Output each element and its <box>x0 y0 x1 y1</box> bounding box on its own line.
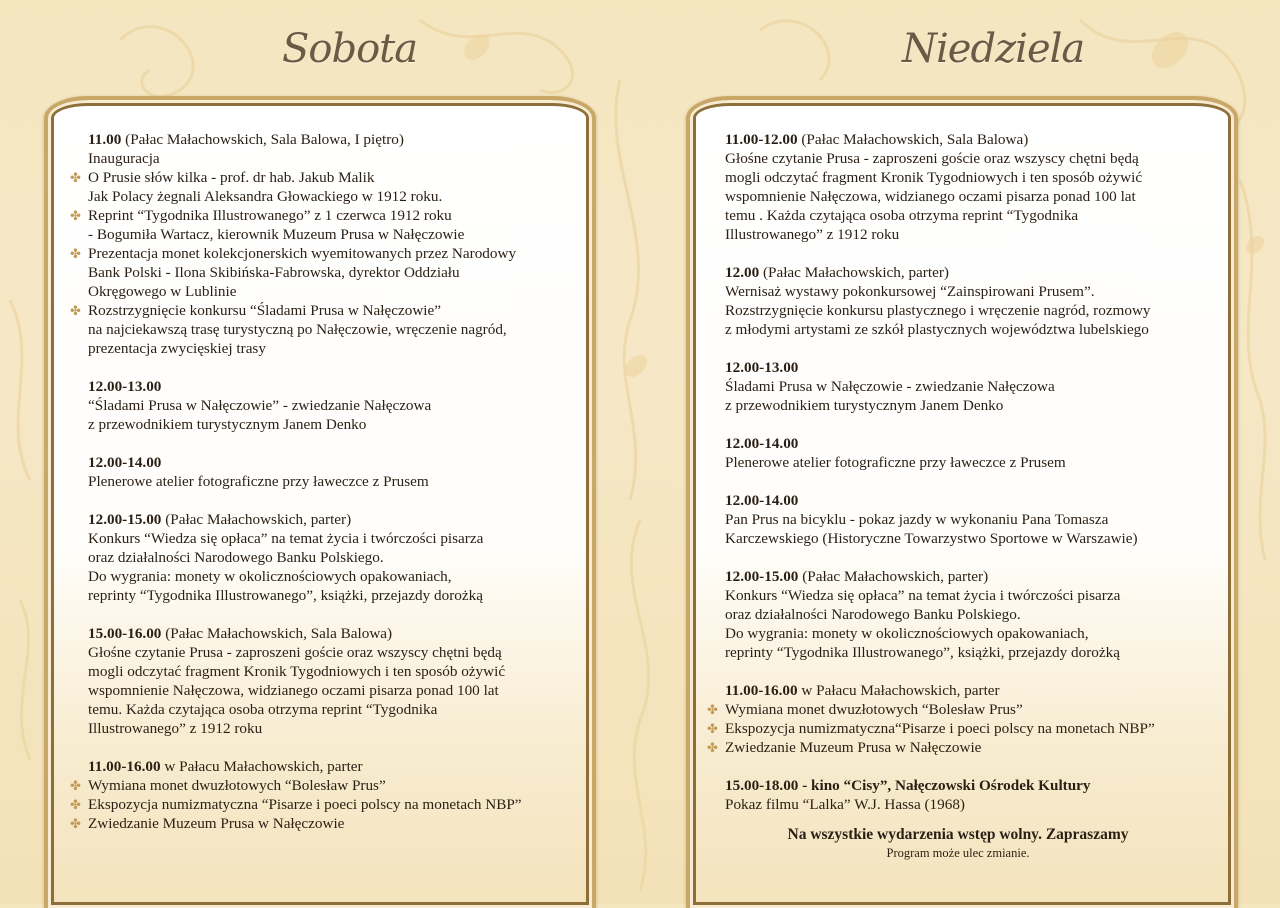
event-text-line <box>88 586 572 605</box>
event-time: 12.00-13.00 <box>725 359 799 376</box>
event-text: Jak Polacy żegnali Aleksandra Głowackiego w 1912 roku. <box>88 188 443 205</box>
event-text: (Pałac Małachowskich, Sala Balowa) <box>797 131 1029 148</box>
event-text: Inauguracja <box>88 150 160 167</box>
event-text: oraz działalności Narodowego Banku Polskiego. <box>725 606 1021 623</box>
event-time: 12.00-14.00 <box>725 492 799 509</box>
event-text: Illustrowanego” z 1912 roku <box>725 226 900 243</box>
event-text-line <box>725 377 1215 396</box>
event-text: Reprint “Tygodnika Illustrowanego” z 1 czerwca 1912 roku <box>88 207 452 224</box>
event-text-line <box>88 567 572 586</box>
event-text-line <box>725 624 1215 643</box>
event-text-line <box>725 187 1215 206</box>
event-text: O Prusie słów kilka - prof. dr hab. Jakub Malik <box>88 169 375 186</box>
event-text: temu . Każda czytająca osoba otrzyma reprint “Tygodnika <box>725 207 1079 224</box>
event-text-line <box>725 225 1215 244</box>
event-time-row <box>88 377 572 396</box>
event-time: 15.00-18.00 - kino “Cisy”, Nałęczowski Ośrodek Kultury <box>725 777 1091 794</box>
event-text-line <box>88 719 572 738</box>
event-text-line <box>725 510 1215 529</box>
event-text: “Śladami Prusa w Nałęczowie” - zwiedzanie Nałęczowa <box>88 397 432 414</box>
event-time: 12.00-15.00 <box>725 568 799 585</box>
day-title-sunday: Niedziela <box>902 26 1085 72</box>
event-time-row <box>88 453 572 472</box>
bullet-item <box>88 814 572 833</box>
event-text-line <box>88 396 572 415</box>
event-time-row <box>725 263 1215 282</box>
bullet-item <box>88 244 572 263</box>
bullet-item <box>725 700 1215 719</box>
event-text: Głośne czytanie Prusa - zaproszeni goście oraz wszyscy chętni będą <box>88 644 502 661</box>
program-footer <box>686 825 1230 861</box>
event-text-line <box>88 282 572 301</box>
event-time: 11.00 <box>88 131 122 148</box>
event-text: na najciekawszą trasę turystyczną po Nałęczowie, wręczenie nagród, <box>88 321 507 338</box>
event-text-line <box>88 263 572 282</box>
event-text-line <box>725 168 1215 187</box>
event-time: 12.00 <box>725 264 760 281</box>
event-text: Konkurs “Wiedza się opłaca” na temat życia i twórczości pisarza <box>725 587 1121 604</box>
event-time-row <box>88 130 572 149</box>
event-text-line <box>725 795 1215 814</box>
spacer <box>88 605 572 624</box>
event-text: Konkurs “Wiedza się opłaca” na temat życia i twórczości pisarza <box>88 530 484 547</box>
event-text-line <box>88 187 572 206</box>
event-text-line <box>725 643 1215 662</box>
day-title-saturday: Sobota <box>282 26 418 72</box>
event-text-line <box>725 206 1215 225</box>
event-text: reprinty “Tygodnika Illustrowanego”, książki, przejazdy dorożką <box>725 644 1120 661</box>
event-text: Plenerowe atelier fotograficzne przy ławeczce z Prusem <box>725 454 1066 471</box>
event-text: Wernisaż wystawy pokonkursowej “Zainspirowani Prusem”. <box>725 283 1095 300</box>
bullet-item <box>88 206 572 225</box>
event-text-line <box>88 529 572 548</box>
event-text: w Pałacu Małachowskich, parter <box>797 682 1000 699</box>
event-text-line <box>88 643 572 662</box>
event-text: prezentacja zwycięskiej trasy <box>88 340 266 357</box>
event-text: w Pałacu Małachowskich, parter <box>160 758 363 775</box>
event-text-line <box>88 225 572 244</box>
event-text-line <box>88 320 572 339</box>
bullet-item <box>725 738 1215 757</box>
event-text-line <box>88 339 572 358</box>
event-text-line <box>88 548 572 567</box>
event-time-row <box>88 510 572 529</box>
event-text: Rozstrzygnięcie konkursu “Śladami Prusa w Nałęczowie” <box>88 302 441 319</box>
event-time: 15.00-16.00 <box>88 625 162 642</box>
event-text: z młodymi artystami ze szkół plastycznych województwa lubelskiego <box>725 321 1149 338</box>
event-text: oraz działalności Narodowego Banku Polskiego. <box>88 549 384 566</box>
event-text: z przewodnikiem turystycznym Janem Denko <box>88 416 367 433</box>
event-text: Ekspozycja numizmatyczna“Pisarze i poeci polscy na monetach NBP” <box>725 720 1155 737</box>
saturday-program-list <box>88 130 572 833</box>
event-text: Wymiana monet dwuzłotowych “Bolesław Prus” <box>88 777 386 794</box>
event-text: Ekspozycja numizmatyczna “Pisarze i poeci polscy na monetach NBP” <box>88 796 522 813</box>
event-text: Okręgowego w Lublinie <box>88 283 237 300</box>
event-time: 12.00-14.00 <box>725 435 799 452</box>
event-text: reprinty “Tygodnika Illustrowanego”, książki, przejazdy dorożką <box>88 587 483 604</box>
event-text: mogli odczytać fragment Kronik Tygodniowych i ten sposób ożywić <box>88 663 506 680</box>
event-text-line <box>725 149 1215 168</box>
event-text: Rozstrzygnięcie konkursu plastycznego i wręczenie nagród, rozmowy <box>725 302 1151 319</box>
event-text-line <box>88 700 572 719</box>
event-text: Zwiedzanie Muzeum Prusa w Nałęczowie <box>725 739 982 756</box>
event-text-line <box>725 282 1215 301</box>
spacer <box>88 434 572 453</box>
event-text: (Pałac Małachowskich, parter) <box>798 568 989 585</box>
event-text: Prezentacja monet kolekcjonerskich wyemitowanych przez Narodowy <box>88 245 517 262</box>
event-time: 11.00-12.00 <box>725 131 798 148</box>
spacer <box>725 472 1215 491</box>
event-text: wspomnienie Nałęczowa, widzianego oczami pisarza ponad 100 lat <box>725 188 1136 205</box>
event-text: Do wygrania: monety w okolicznościowych opakowaniach, <box>725 625 1089 642</box>
event-text-line <box>88 681 572 700</box>
event-text-line <box>725 396 1215 415</box>
bullet-item <box>88 301 572 320</box>
event-text-line <box>88 415 572 434</box>
event-text: (Pałac Małachowskich, parter) <box>759 264 949 281</box>
event-time-row <box>725 434 1215 453</box>
spacer <box>725 548 1215 567</box>
event-time: 12.00-14.00 <box>88 454 162 471</box>
event-text: Zwiedzanie Muzeum Prusa w Nałęczowie <box>88 815 345 832</box>
event-text: Pan Prus na bicyklu - pokaz jazdy w wykonaniu Pana Tomasza <box>725 511 1109 528</box>
spacer <box>725 244 1215 263</box>
spacer <box>88 491 572 510</box>
event-text: Wymiana monet dwuzłotowych “Bolesław Prus” <box>725 701 1023 718</box>
event-time-row <box>725 776 1215 795</box>
event-text: Plenerowe atelier fotograficzne przy ławeczce z Prusem <box>88 473 429 490</box>
sunday-program-list <box>725 130 1215 814</box>
event-time-row <box>725 358 1215 377</box>
event-text: Bank Polski - Ilona Skibińska-Fabrowska, dyrektor Oddziału <box>88 264 460 281</box>
event-time-row <box>725 130 1215 149</box>
event-text: Do wygrania: monety w okolicznościowych opakowaniach, <box>88 568 452 585</box>
spacer <box>725 662 1215 681</box>
event-text: - Bogumiła Wartacz, kierownik Muzeum Prusa w Nałęczowie <box>88 226 465 243</box>
bullet-item <box>88 168 572 187</box>
event-text-line <box>725 529 1215 548</box>
footer-program-note: Program może ulec zmianie. <box>886 846 1030 860</box>
event-time-row <box>725 491 1215 510</box>
event-time: 12.00-15.00 <box>88 511 162 528</box>
event-time: 12.00-13.00 <box>88 378 162 395</box>
spacer <box>725 339 1215 358</box>
event-text: wspomnienie Nałęczowa, widzianego oczami pisarza ponad 100 lat <box>88 682 499 699</box>
bullet-item <box>725 719 1215 738</box>
event-time-row <box>725 567 1215 586</box>
event-text: z przewodnikiem turystycznym Janem Denko <box>725 397 1004 414</box>
event-text: (Pałac Małachowskich, parter) <box>161 511 352 528</box>
event-text-line <box>725 453 1215 472</box>
event-time-row <box>88 757 572 776</box>
event-time-row <box>88 624 572 643</box>
spacer <box>88 358 572 377</box>
event-text: Głośne czytanie Prusa - zaproszeni goście oraz wszyscy chętni będą <box>725 150 1139 167</box>
event-text: Śladami Prusa w Nałęczowie - zwiedzanie Nałęczowa <box>725 378 1055 395</box>
bullet-item <box>88 776 572 795</box>
event-text-line <box>725 320 1215 339</box>
spacer <box>725 757 1215 776</box>
event-text: mogli odczytać fragment Kronik Tygodniowych i ten sposób ożywić <box>725 169 1143 186</box>
event-time-row <box>725 681 1215 700</box>
footer-free-entry: Na wszystkie wydarzenia wstęp wolny. Zapraszamy <box>787 826 1129 843</box>
event-text: (Pałac Małachowskich, Sala Balowa, I piętro) <box>121 131 404 148</box>
event-text: Pokaz filmu “Lalka” W.J. Hassa (1968) <box>725 796 965 813</box>
event-time: 11.00-16.00 <box>88 758 161 775</box>
event-time: 11.00-16.00 <box>725 682 798 699</box>
event-text-line <box>88 472 572 491</box>
event-text: Illustrowanego” z 1912 roku <box>88 720 263 737</box>
event-text-line <box>725 605 1215 624</box>
event-text-line <box>88 149 572 168</box>
event-text-line <box>725 586 1215 605</box>
event-text: Karczewskiego (Historyczne Towarzystwo Sportowe w Warszawie) <box>725 530 1138 547</box>
spacer <box>725 415 1215 434</box>
bullet-item <box>88 795 572 814</box>
spacer <box>88 738 572 757</box>
event-text-line <box>725 301 1215 320</box>
event-text-line <box>88 662 572 681</box>
event-text: temu. Każda czytająca osoba otrzyma reprint “Tygodnika <box>88 701 438 718</box>
event-text: (Pałac Małachowskich, Sala Balowa) <box>161 625 393 642</box>
